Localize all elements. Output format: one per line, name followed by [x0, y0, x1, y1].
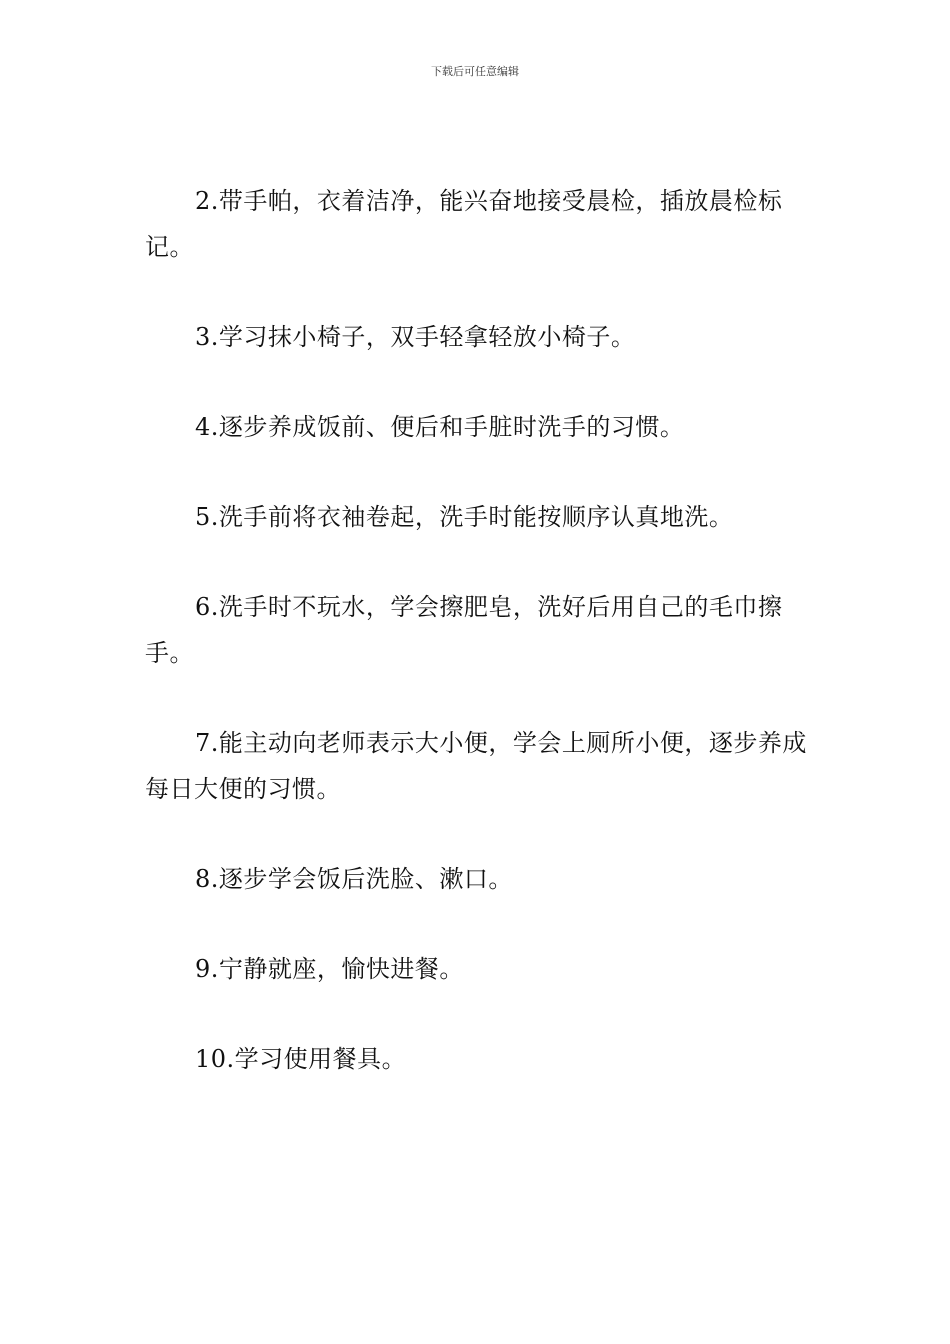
list-item: 8.逐步学会饭后洗脸、漱口。	[195, 865, 513, 893]
page-header: 下载后可任意编辑	[431, 65, 519, 78]
list-item: 10.学习使用餐具。	[195, 1045, 407, 1073]
list-item: 6.洗手时不玩水，学会擦肥皂，洗好后用自己的毛巾擦手。	[145, 593, 783, 667]
list-item: 3.学习抹小椅子，双手轻拿轻放小椅子。	[195, 323, 636, 351]
list-item: 9.宁静就座，愉快进餐。	[195, 955, 464, 983]
list-item: 7.能主动向老师表示大小便，学会上厕所小便，逐步养成每日大便的习惯。	[145, 729, 807, 803]
list-item: 5.洗手前将衣袖卷起，洗手时能按顺序认真地洗。	[195, 503, 734, 531]
list-item: 2.带手帕，衣着洁净，能兴奋地接受晨检，插放晨检标记。	[145, 187, 783, 261]
list-item: 4.逐步养成饭前、便后和手脏时洗手的习惯。	[195, 413, 685, 441]
document-body	[145, 178, 807, 1082]
